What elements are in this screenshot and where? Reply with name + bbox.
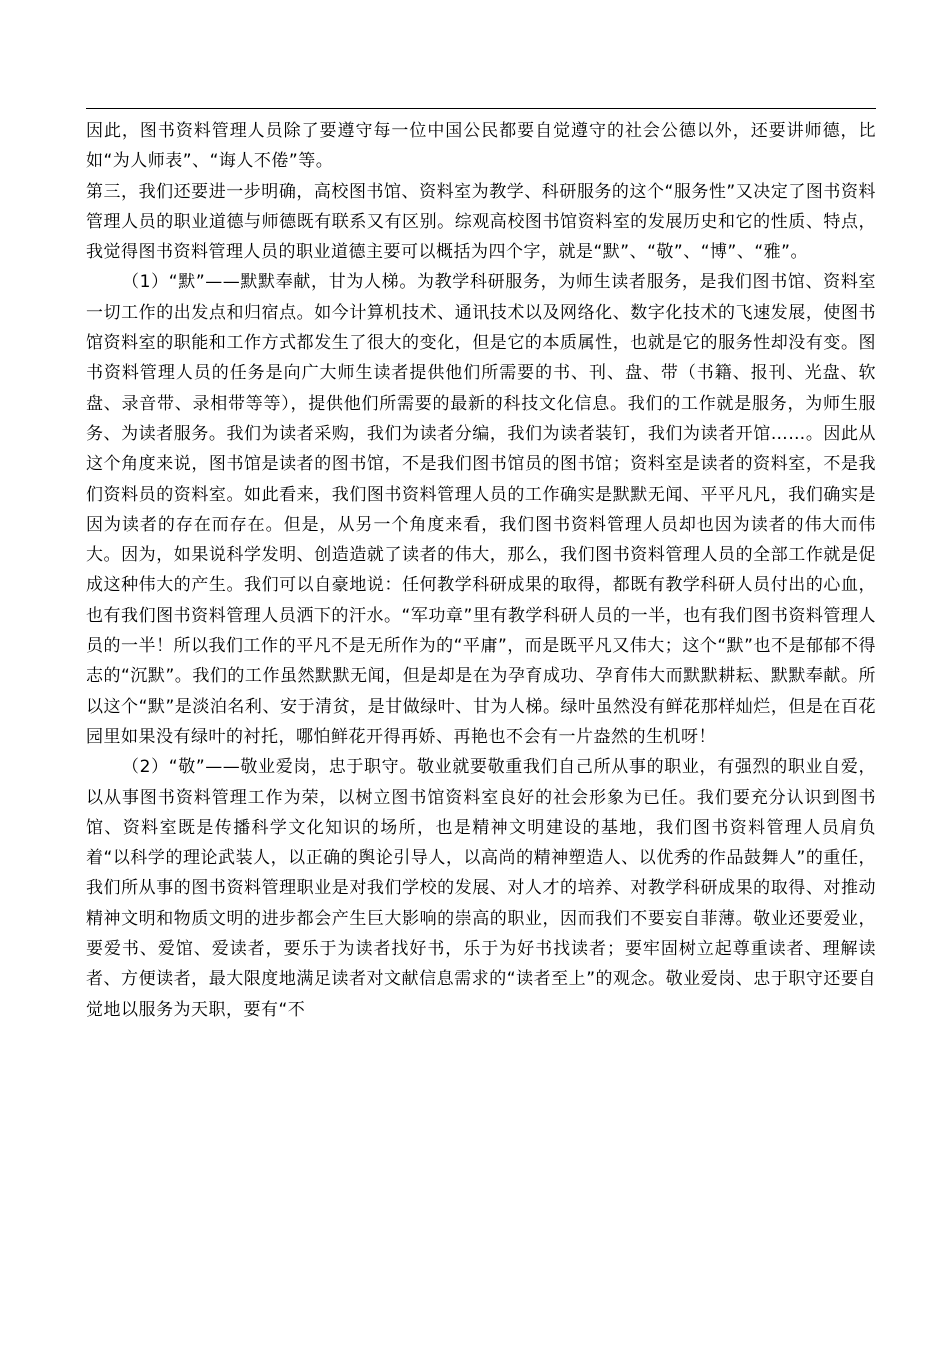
header-rule bbox=[86, 108, 876, 109]
paragraph-third-point: 第三，我们还要进一步明确，高校图书馆、资料室为教学、科研服务的这个“服务性”又决定了图书资料管理人员的职业道德与师德既有联系又有区别。综观高校图书馆资料室的发展历史和它的性质、特点，我觉得图书资料管理人员的职业道德主要可以概括为四个字，就是“默”、“敬”、“博”、“雅”。 bbox=[86, 181, 876, 263]
paragraph-conclusion: 因此，图书资料管理人员除了要遵守每一位中国公民都要自觉遵守的社会公德以外，还要讲师德，比如“为人师表”、“诲人不倦”等。 bbox=[86, 121, 876, 172]
paragraph-jing: （2）“敬”——敬业爱岗，忠于职守。敬业就要敬重我们自己所从事的职业，有强烈的职业自爱，以从事图书资料管理工作为荣，以树立图书馆资料室良好的社会形象为已任。我们要充分认识到图书馆、资料室既是传播科学文化知识的场所，也是精神文明建设的基地，我们图书资料管理人员肩负着“以科学的理论武装人，以正确的舆论引导人，以高尚的精神塑造人、以优秀的作品鼓舞人”的重任，我们所从事的图书资料管理职业是对我们学校的发展、对人才的培养、对教学科研成果的取得、对推动精神文明和物质文明的进步都会产生巨大影响的崇高的职业，因而我们不要妄自菲薄。敬业还要爱业，要爱书、爱馆、爱读者，要乐于为读者找好书，乐于为好书找读者；要牢固树立起尊重读者、理解读者、方便读者，最大限度地满足读者对文献信息需求的“读者至上”的观念。敬业爱岗、忠于职守还要自觉地以服务为天职，要有“不 bbox=[86, 757, 876, 1020]
document-body bbox=[86, 116, 876, 1025]
paragraph-mo: （1）“默”——默默奉献，甘为人梯。为教学科研服务，为师生读者服务，是我们图书馆、资料室一切工作的出发点和归宿点。如今计算机技术、通讯技术以及网络化、数字化技术的飞速发展，使图书馆资料室的职能和工作方式都发生了很大的变化，但是它的本质属性，也就是它的服务性却没有变。图书资料管理人员的任务是向广大师生读者提供他们所需要的书、刊、盘、带（书籍、报刊、光盘、软盘、录音带、录相带等等），提供他们所需要的最新的科技文化信息。我们的工作就是服务，为师生服务、为读者服务。我们为读者采购，我们为读者分编，我们为读者装钉，我们为读者开馆……。因此从这个角度来说，图书馆是读者的图书馆，不是我们图书馆员的图书馆；资料室是读者的资料室，不是我们资料员的资料室。如此看来，我们图书资料管理人员的工作确实是默默无闻、平平凡凡，我们确实是因为读者的存在而存在。但是，从另一个角度来看，我们图书资料管理人员却也因为读者的伟大而伟大。因为，如果说科学发明、创造造就了读者的伟大，那么，我们图书资料管理人员的全部工作就是促成这种伟大的产生。我们可以自豪地说：任何教学科研成果的取得，都既有教学科研人员付出的心血，也有我们图书资料管理人员洒下的汗水。“军功章”里有教学科研人员的一半，也有我们图书资料管理人员的一半！所以我们工作的平凡不是无所作为的“平庸”，而是既平凡又伟大；这个“默”也不是郁郁不得志的“沉默”。我们的工作虽然默默无闻，但是却是在为孕育成功、孕育伟大而默默耕耘、默默奉献。所以这个“默”是淡泊名利、安于清贫，是甘做绿叶、甘为人梯。绿叶虽然没有鲜花那样灿烂，但是在百花园里如果没有绿叶的衬托，哪怕鲜花开得再娇、再艳也不会有一片盎然的生机呀！ bbox=[86, 272, 876, 747]
